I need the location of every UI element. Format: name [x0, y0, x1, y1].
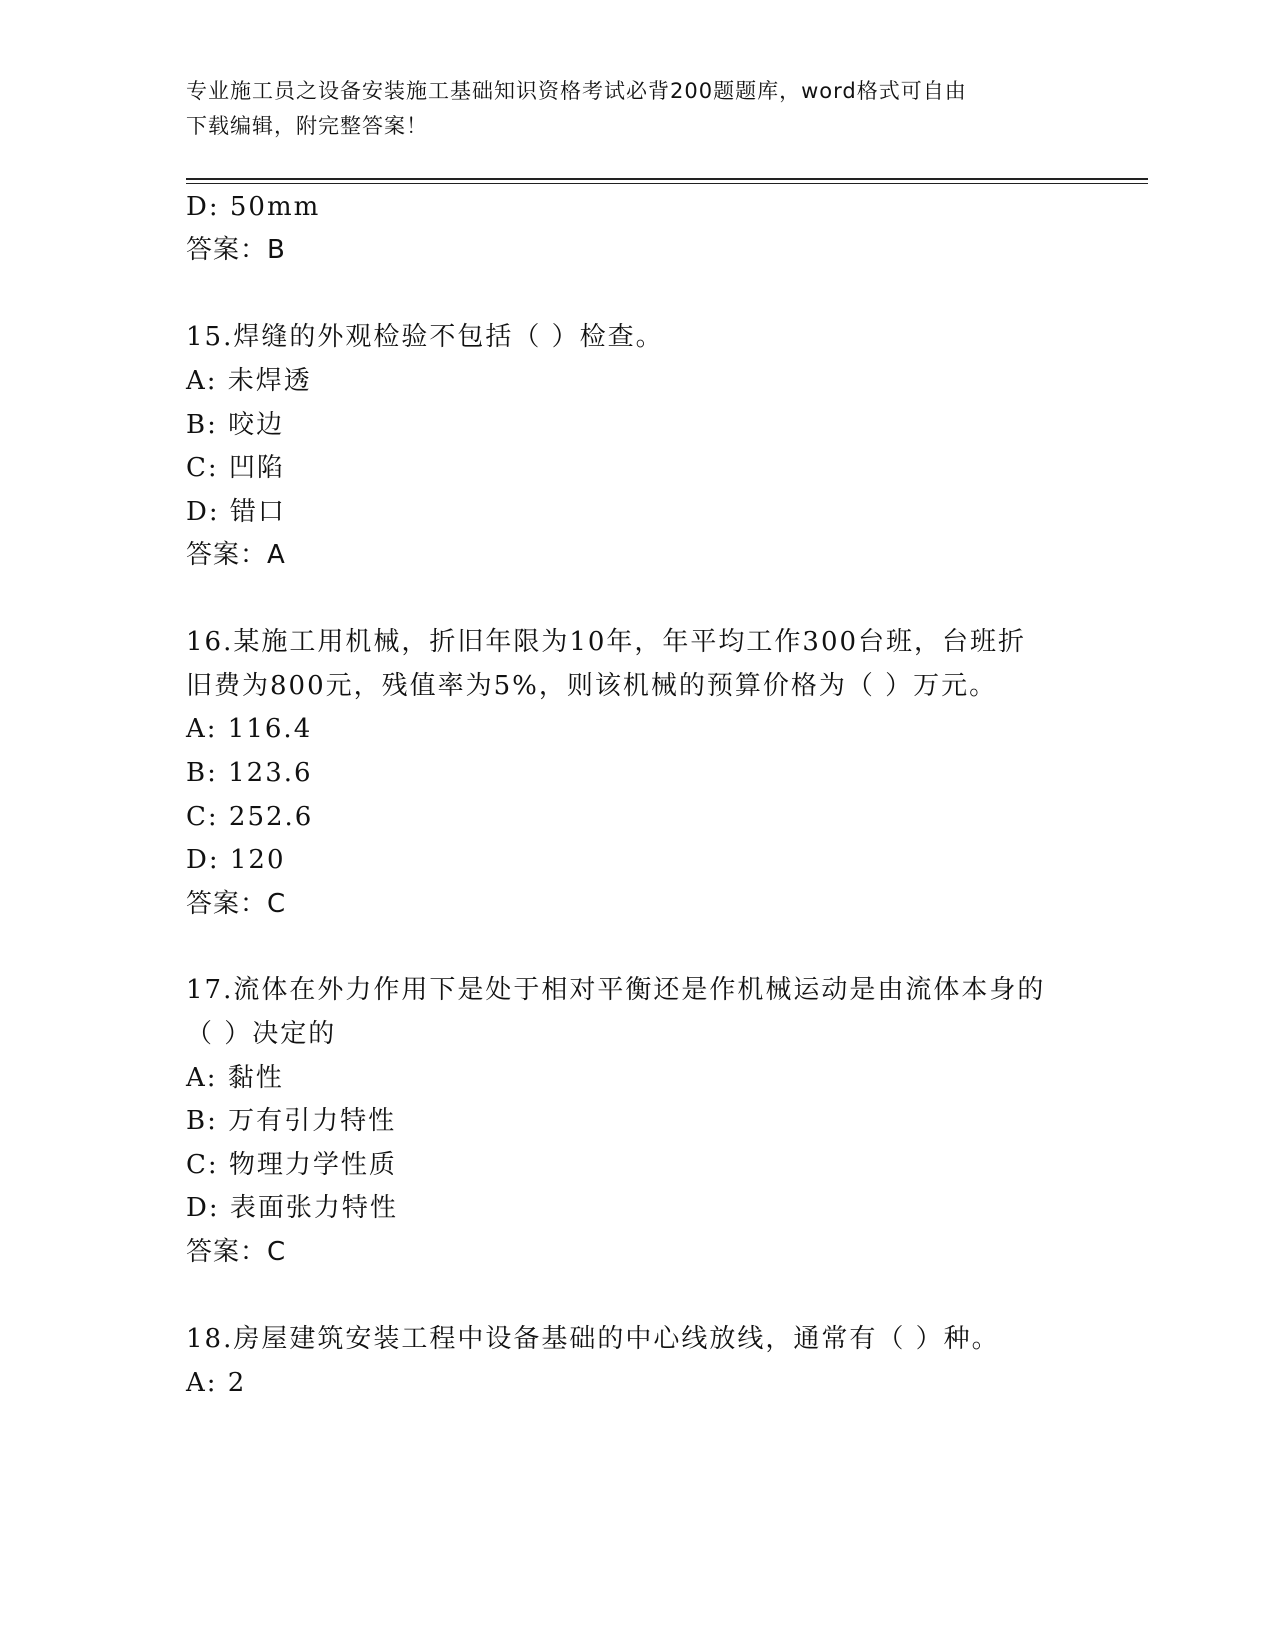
q14-answer: 答案：B [186, 235, 286, 265]
q18-question: 18.房屋建筑安装工程中设备基础的中心线放线，通常有（ ）种。 [186, 1324, 1000, 1354]
header-divider-thin [186, 183, 1148, 184]
header-title-line-2: 下载编辑，附完整答案！ [186, 114, 428, 138]
q17-question-line-2: （ ）决定的 [186, 1019, 337, 1049]
q15-option-c: C: 凹陷 [186, 453, 285, 483]
q17-option-d: D: 表面张力特性 [186, 1193, 398, 1223]
q15-option-b: B: 咬边 [186, 410, 285, 440]
header-title-line-1: 专业施工员之设备安装施工基础知识资格考试必背200题题库，word格式可自由 [186, 79, 967, 103]
q17-answer: 答案：C [186, 1237, 287, 1267]
q14-option-d: D: 50mm [186, 192, 321, 222]
q15-question: 15.焊缝的外观检验不包括（ ）检查。 [186, 322, 664, 352]
q16-option-a: A: 116.4 [186, 714, 313, 744]
q16-option-d: D: 120 [186, 845, 286, 875]
document-header [186, 74, 1086, 144]
q18-option-a: A: 2 [186, 1368, 247, 1398]
q16-option-b: B: 123.6 [186, 758, 313, 788]
q16-option-c: C: 252.6 [186, 802, 314, 832]
q16-question-line-2: 旧费为800元，残值率为5%，则该机械的预算价格为（ ）万元。 [186, 671, 998, 701]
header-divider-thick [186, 178, 1148, 180]
q17-option-a: A: 黏性 [186, 1063, 284, 1093]
q15-option-d: D: 错口 [186, 497, 286, 527]
q15-answer: 答案：A [186, 540, 286, 570]
q15-option-a: A: 未焊透 [186, 366, 312, 396]
q17-question-line-1: 17.流体在外力作用下是处于相对平衡还是作机械运动是由流体本身的 [186, 975, 1046, 1005]
q16-question-line-1: 16.某施工用机械，折旧年限为10年，年平均工作300台班，台班折 [186, 627, 1027, 657]
q17-option-c: C: 物理力学性质 [186, 1150, 397, 1180]
q17-option-b: B: 万有引力特性 [186, 1106, 397, 1136]
q16-answer: 答案：C [186, 889, 287, 919]
